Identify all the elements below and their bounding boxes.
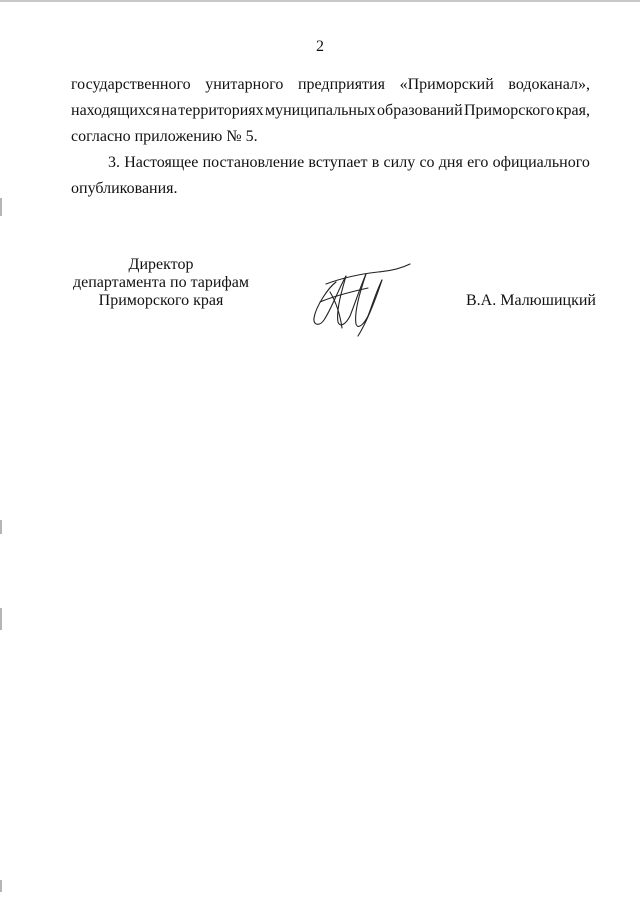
body-word: вступает [308,154,368,171]
body-word: Приморского [463,102,555,119]
body-line: согласно приложению № 5. [71,128,258,145]
signer-position-line: департамента по тарифам [72,274,250,291]
body-word: 3. [108,154,120,171]
body-word: дня [438,154,463,171]
body-word: в [371,154,380,171]
body-word: со [419,154,435,171]
body-word: «Приморский [399,76,494,93]
body-word: водоканал», [508,76,590,93]
signer-position [71,256,251,310]
body-word: официального [492,154,590,171]
body-word: предприятия [297,76,385,93]
body-word: государственного [71,76,191,93]
signer-position-line: Приморского края [98,292,224,309]
body-word: находящихся [71,102,160,119]
body-word: на [161,102,177,119]
body-word: силу [383,154,416,171]
body-word: Настоящее [124,154,199,171]
body-word: образований [377,102,463,119]
page-number: 2 [316,38,324,55]
body-word: края, [555,102,590,119]
body-line: опубликования. [71,180,178,197]
body-word: унитарного [205,76,284,93]
signer-name: В.А. Малюшицкий [466,292,596,309]
body-word: его [467,154,489,171]
handwritten-signature-mark [306,262,412,342]
body-word: муниципальных [264,102,376,119]
body-word: постановление [202,154,305,171]
body-word: территориях [178,102,264,119]
signer-position-line: Директор [128,256,194,273]
